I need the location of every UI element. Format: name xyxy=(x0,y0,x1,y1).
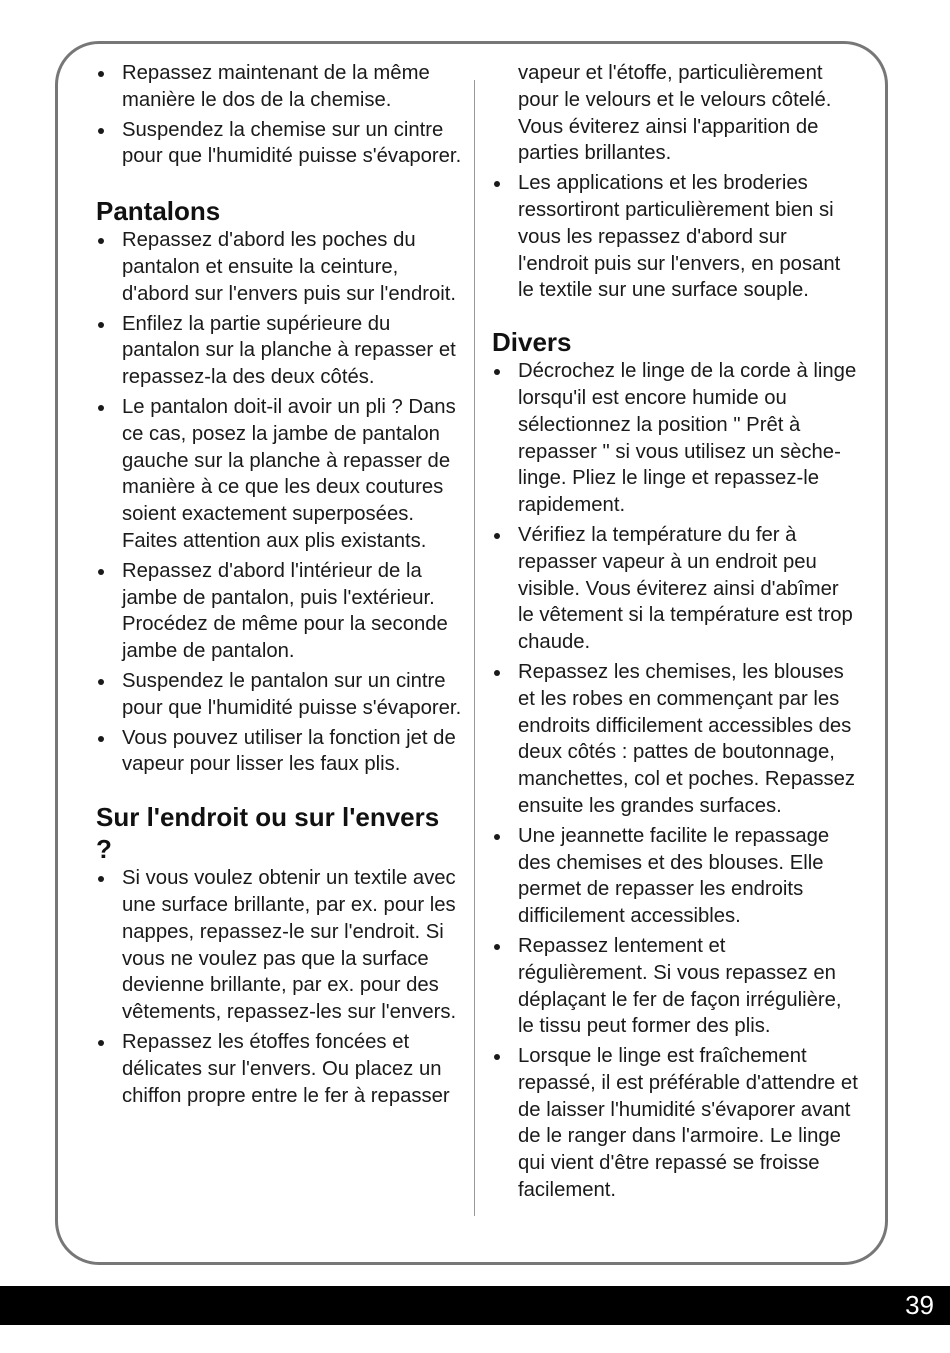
envers-list-continued xyxy=(492,170,858,304)
left-column xyxy=(96,60,462,1112)
list-item: Repassez maintenant de la même manière le dos de la chemise. xyxy=(96,60,462,114)
list-item: Repassez les étoffes foncées et délicates sur l'envers. Ou placez un chiffon propre entre le fer à repasser xyxy=(96,1029,462,1109)
envers-list xyxy=(96,865,462,1109)
list-item: Repassez les chemises, les blouses et les robes en commençant par les endroits difficilement accessibles des deux côtés : pattes de boutonnage, manchettes, col et poches. Repassez ensuite les grandes surfaces. xyxy=(492,659,858,820)
list-item: Enfilez la partie supérieure du pantalon sur la planche à repasser et repassez-la des deux côtés. xyxy=(96,311,462,391)
list-item: Vérifiez la température du fer à repasser vapeur à un endroit peu visible. Vous éviterez ainsi d'abîmer le vêtement si la température est trop chaude. xyxy=(492,522,858,656)
list-item: Le pantalon doit-il avoir un pli ? Dans ce cas, posez la jambe de pantalon gauche sur la planche à repasser de manière à ce que les deux coutures soient exactement superposées. Faites attention aux plis existants. xyxy=(96,394,462,555)
page-number: 39 xyxy=(905,1290,934,1320)
right-column xyxy=(492,60,858,1207)
list-item: Repassez lentement et régulièrement. Si vous repassez en déplaçant le fer de façon irrégulière, le tissu peut former des plis. xyxy=(492,933,858,1040)
divers-list xyxy=(492,358,858,1204)
list-item: Lorsque le linge est fraîchement repassé, il est préférable d'attendre et de laisser l'humidité s'évaporer avant de le ranger dans l'armoire. Le linge qui vient d'être repassé se froisse facilement. xyxy=(492,1043,858,1204)
list-item: Une jeannette facilite le repassage des chemises et des blouses. Elle permet de repasser les endroits difficilement accessibles. xyxy=(492,823,858,930)
section-heading-envers: Sur l'endroit ou sur l'envers ? xyxy=(96,802,440,865)
list-item: Suspendez le pantalon sur un cintre pour que l'humidité puisse s'évaporer. xyxy=(96,668,462,722)
section-heading-pantalons: Pantalons xyxy=(96,196,221,227)
list-item: Décrochez le linge de la corde à linge lorsqu'il est encore humide ou sélectionnez la position " Prêt à repasser " si vous utilisez un sèche-linge. Pliez le linge et repassez-le rapidement. xyxy=(492,358,858,519)
list-item-continuation: vapeur et l'étoffe, particulièrement pour le velours et le velours côtelé. Vous éviterez ainsi l'apparition de parties brillantes. xyxy=(518,62,832,165)
footer-bar xyxy=(0,1286,950,1325)
section-heading-divers: Divers xyxy=(492,327,572,358)
list-item: Les applications et les broderies ressortiront particulièrement bien si vous les repassez d'abord sur l'endroit puis sur l'envers, en posant le textile sur une surface souple. xyxy=(492,170,858,304)
list-item: Vous pouvez utiliser la fonction jet de vapeur pour lisser les faux plis. xyxy=(96,725,462,779)
intro-list xyxy=(96,60,462,170)
pantalons-list xyxy=(96,227,462,778)
list-item: Repassez d'abord l'intérieur de la jambe de pantalon, puis l'extérieur. Procédez de même pour la seconde jambe de pantalon. xyxy=(96,558,462,665)
list-item: Si vous voulez obtenir un textile avec une surface brillante, par ex. pour les nappes, repassez-le sur l'endroit. Si vous ne voulez pas que la surface devienne brillante, par ex. pour des vêtements, repassez-les sur l'envers. xyxy=(96,865,462,1026)
list-item: Repassez d'abord les poches du pantalon et ensuite la ceinture, d'abord sur l'envers puis sur l'endroit. xyxy=(96,227,462,307)
column-divider xyxy=(474,80,475,1216)
list-item: Suspendez la chemise sur un cintre pour que l'humidité puisse s'évaporer. xyxy=(96,117,462,171)
